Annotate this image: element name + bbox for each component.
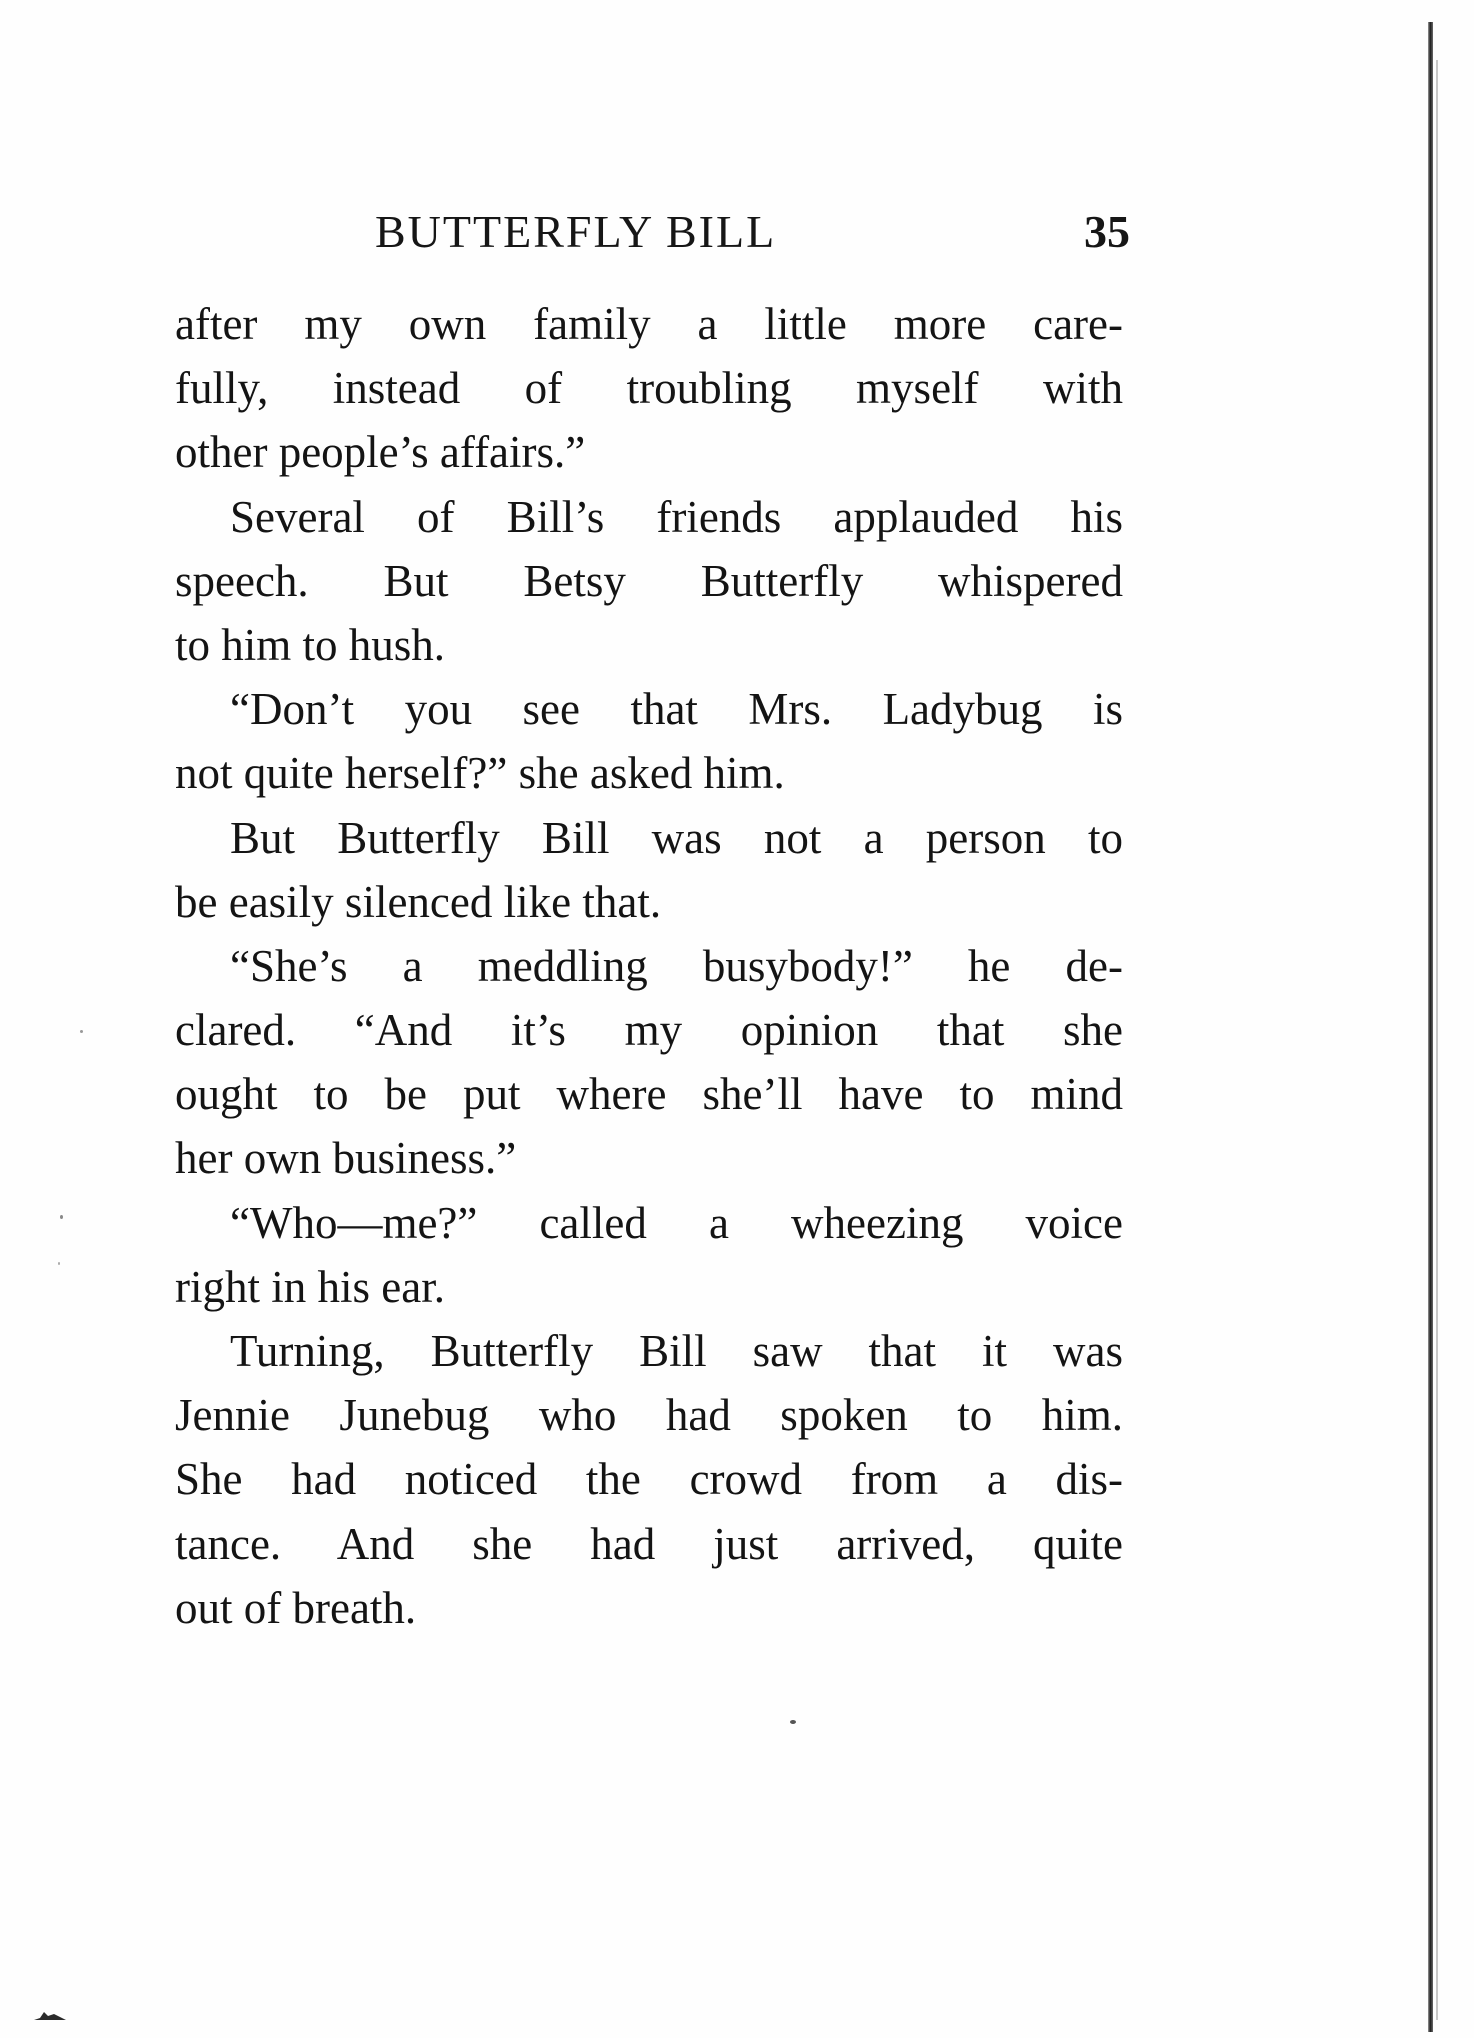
running-title: BUTTERFLY BILL	[375, 206, 777, 257]
text-line: “Don’t you see that Mrs. Ladybug is	[230, 684, 1123, 735]
page-number: 35	[1084, 206, 1130, 257]
text-line: ought to be put where she’ll have to mind	[175, 1069, 1123, 1120]
text-line: fully, instead of troubling myself with	[175, 363, 1123, 414]
text-line: tance. And she had just arrived, quite	[175, 1518, 1123, 1569]
text-line: not quite herself?” she asked him.	[175, 748, 785, 799]
scan-speck	[80, 1030, 83, 1033]
text-line: “She’s a meddling busybody!” he de-	[230, 940, 1123, 991]
text-line: She had noticed the crowd from a dis-	[175, 1454, 1123, 1505]
text-line: her own business.”	[175, 1133, 517, 1184]
scan-smudge	[32, 2008, 68, 2022]
page-binding-shadow	[1436, 60, 1438, 2020]
body-text	[175, 292, 1123, 1640]
text-line: Several of Bill’s friends applauded his	[230, 491, 1123, 542]
text-line: other people’s affairs.”	[175, 427, 586, 478]
text-line: to him to hush.	[175, 619, 446, 670]
text-line: Jennie Junebug who had spoken to him.	[175, 1390, 1123, 1441]
scan-speck	[60, 1215, 63, 1219]
text-line: clared. “And it’s my opinion that she	[175, 1005, 1123, 1056]
scan-speck	[790, 1720, 796, 1724]
text-line: out of breath.	[175, 1582, 417, 1633]
text-line: “Who—me?” called a wheezing voice	[230, 1197, 1123, 1248]
scan-speck	[58, 1262, 60, 1265]
text-line: speech. But Betsy Butterfly whispered	[175, 555, 1123, 606]
page-binding-edge	[1428, 22, 1433, 2032]
text-line: But Butterfly Bill was not a person to	[230, 812, 1123, 863]
text-line: after my own family a little more care-	[175, 299, 1123, 349]
text-line: be easily silenced like that.	[175, 876, 662, 927]
text-line: right in his ear.	[175, 1261, 445, 1312]
running-header	[175, 205, 1130, 265]
text-line: Turning, Butterfly Bill saw that it was	[230, 1326, 1123, 1376]
